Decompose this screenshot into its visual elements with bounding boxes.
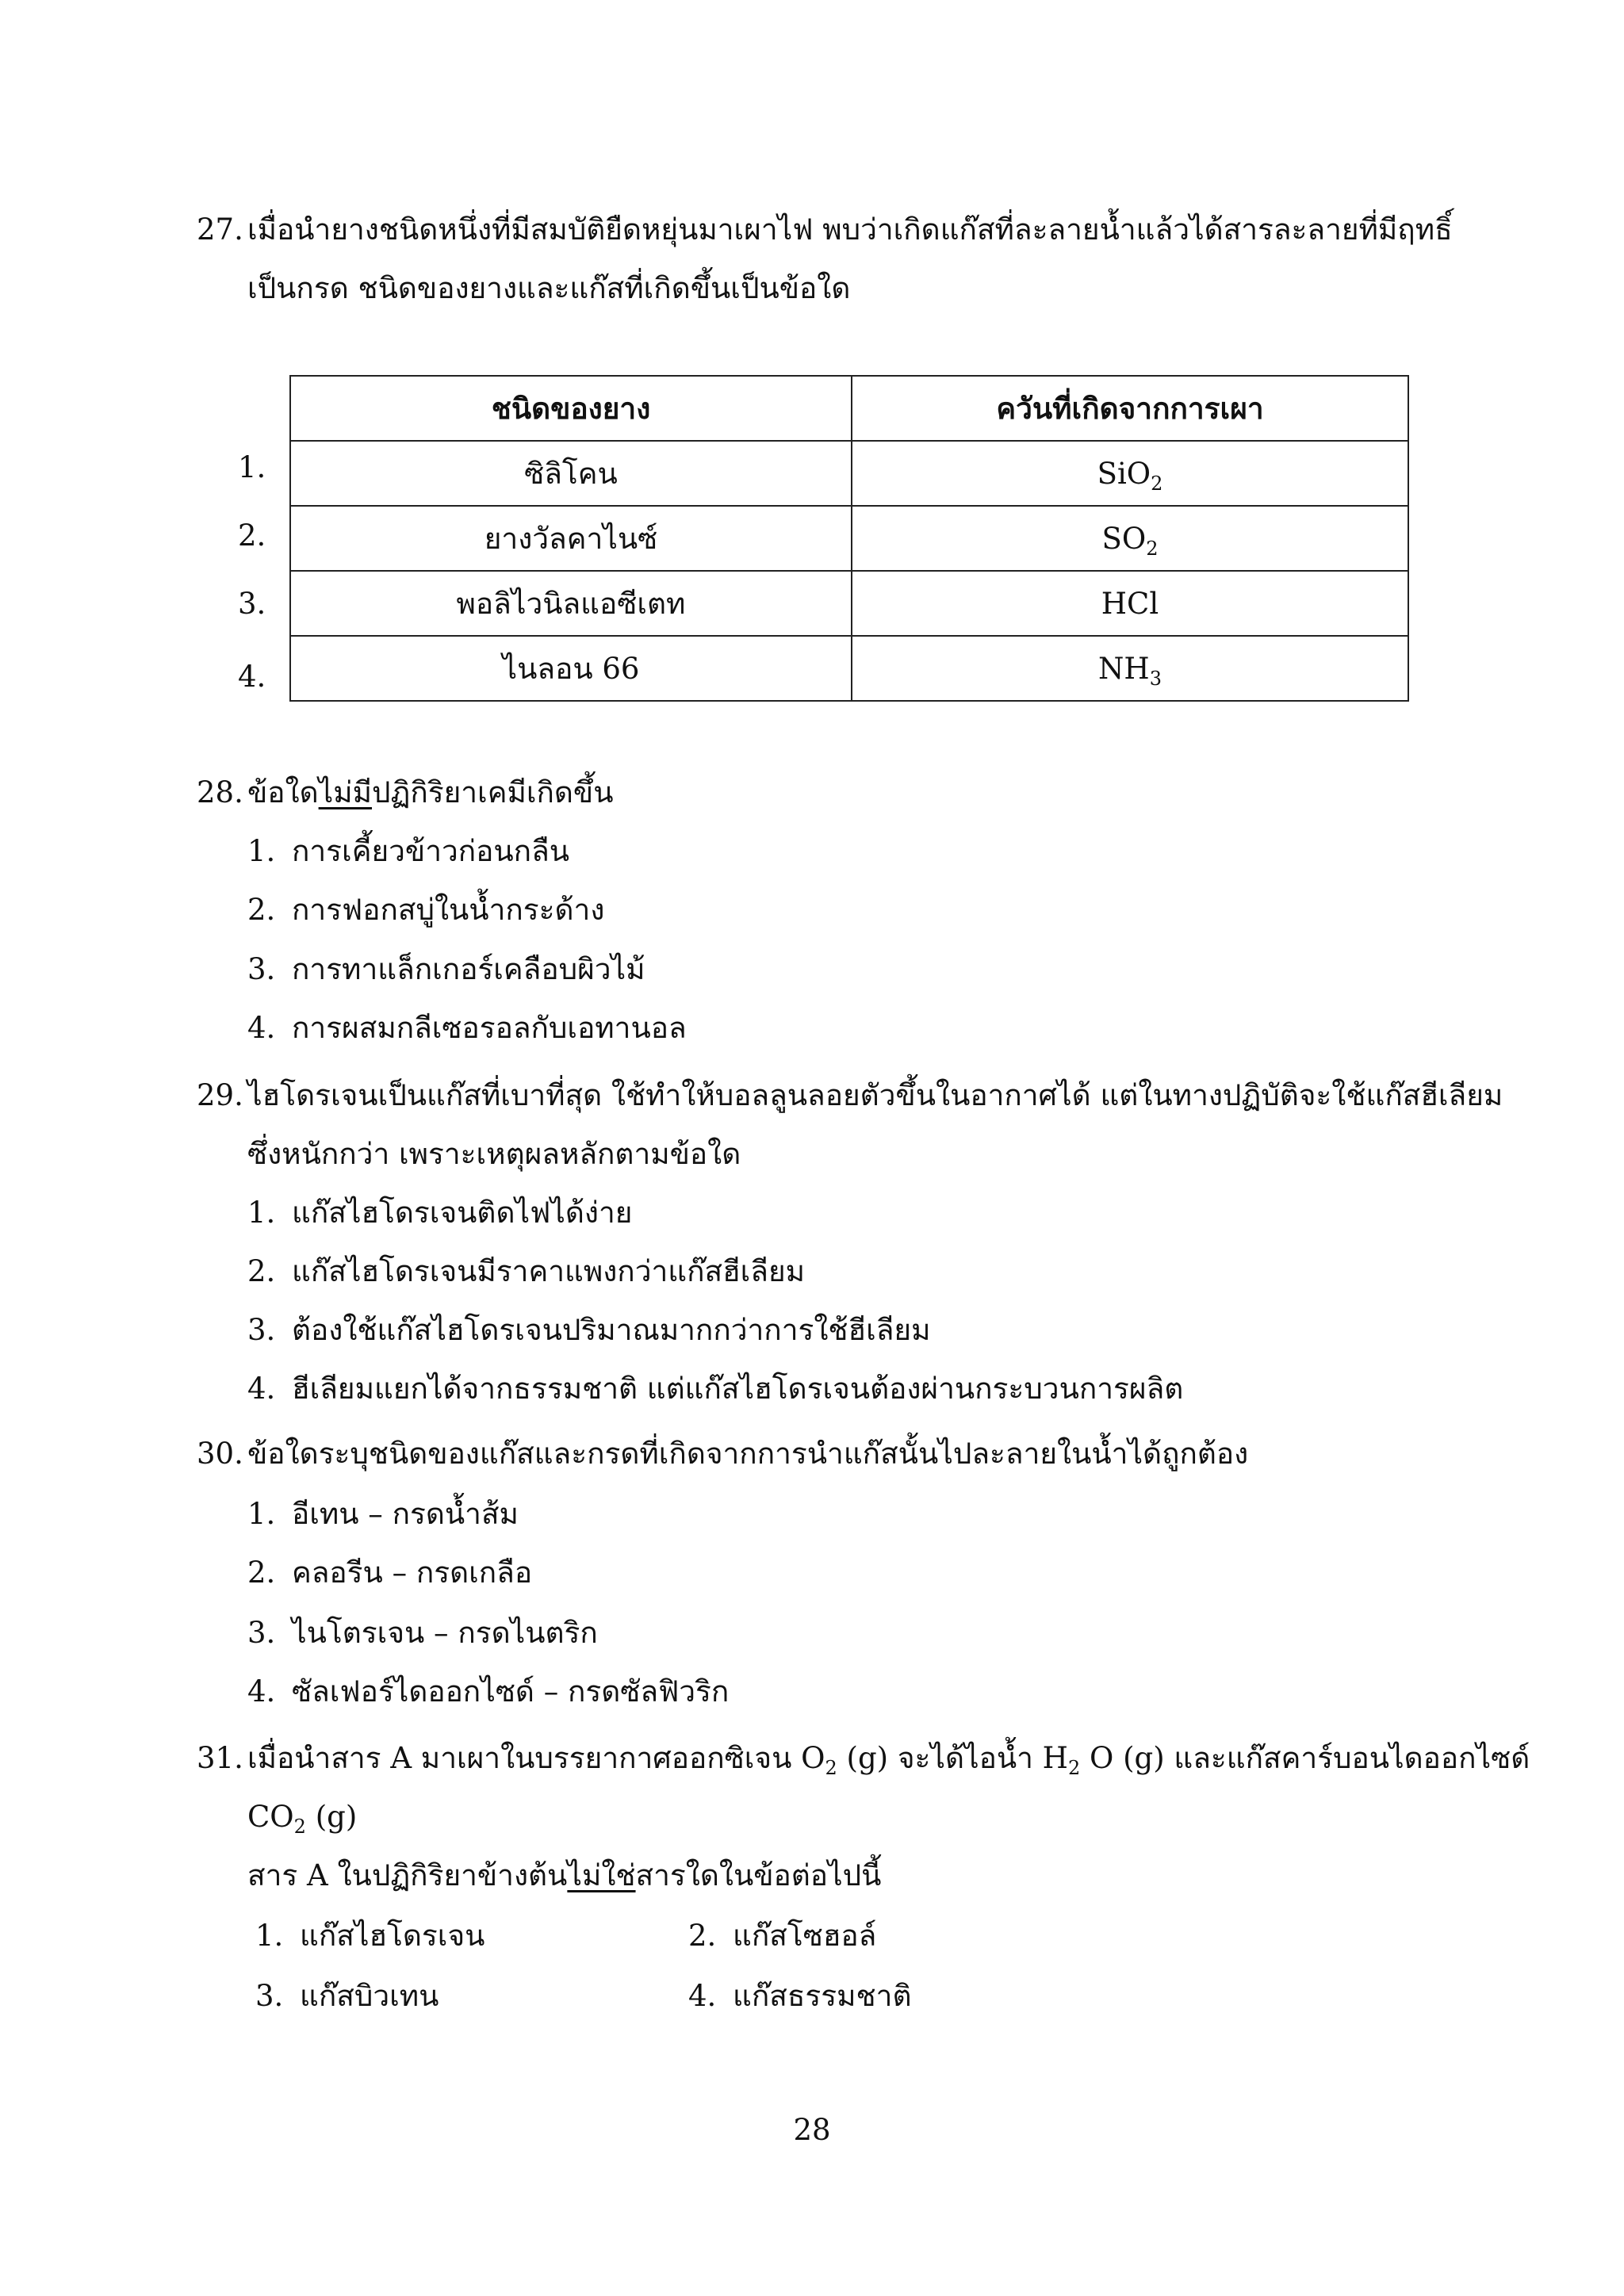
question-number: 27. bbox=[197, 212, 243, 247]
question-number: 29. bbox=[197, 1078, 243, 1112]
answer-option: 2. การฟอกสบู่ในน้ำกระด้าง bbox=[247, 893, 605, 927]
table-row bbox=[290, 441, 1408, 506]
answer-option: 1. แก๊สไฮโดรเจนติดไฟได้ง่าย bbox=[247, 1196, 633, 1230]
table-cell: พอลิไวนิลแอซีเตท bbox=[290, 571, 852, 636]
table-cell: $SO_2$ bbox=[852, 506, 1408, 571]
answer-option: 2. แก๊สไฮโดรเจนมีราคาแพงกว่าแก๊สฮีเลียม bbox=[247, 1254, 806, 1288]
table-cell: SiO$_2$ bbox=[852, 441, 1408, 506]
row-number: 2. bbox=[238, 519, 266, 553]
question-text-line: ข้อใดระบุชนิดของแก๊สและกรดที่เกิดจากการนำแก๊สนั้นไปละลายในน้ำได้ถูกต้อง bbox=[247, 1437, 1249, 1471]
answer-option: 4. ซัลเฟอร์ไดออกไซด์ – กรดซัลฟิวริก bbox=[247, 1674, 730, 1709]
answer-option: 3. ไนโตรเจน – กรดไนตริก bbox=[247, 1616, 598, 1650]
answer-option: 2. แก๊สโซฮอล์ bbox=[688, 1919, 877, 1953]
row-number: 4. bbox=[238, 660, 266, 694]
table-cell: HCl bbox=[852, 571, 1408, 636]
question-text-line: ซึ่งหนักกว่า เพราะเหตุผลหลักตามข้อใด bbox=[247, 1137, 741, 1171]
question-text-line: เมื่อนำสาร A มาเผาในบรรยากาศออกซิเจน $O_2$ (g) จะได้ไอน้ำ $H_2$ O (g) และแก๊สคาร์บอนไดออกไซด์ bbox=[247, 1741, 1530, 1779]
table-row bbox=[290, 571, 1408, 636]
answer-option: 1. อีเทน – กรดน้ำส้ม bbox=[247, 1497, 519, 1531]
table-cell: ไนลอน 66 bbox=[290, 636, 852, 701]
answer-option: 4. แก๊สธรรมชาติ bbox=[688, 1979, 912, 2013]
question-text-line: เมื่อนำยางชนิดหนึ่งที่มีสมบัติยืดหยุ่นมาเผาไฟ พบว่าเกิดแก๊สที่ละลายน้ำแล้วได้สารละลายที่มีฤทธิ์ bbox=[247, 212, 1453, 247]
answer-option: 3. แก๊สบิวเทน bbox=[255, 1979, 439, 2013]
answer-option: 1. แก๊สไฮโดรเจน bbox=[255, 1919, 485, 1953]
page-number: 28 bbox=[793, 2113, 831, 2147]
rubber-gas-table bbox=[289, 375, 1409, 702]
question-number: 31. bbox=[197, 1741, 243, 1775]
row-number: 1. bbox=[238, 450, 266, 484]
table-header-row bbox=[290, 376, 1408, 441]
question-text-line: ไฮโดรเจนเป็นแก๊สที่เบาที่สุด ใช้ทำให้บอลลูนลอยตัวขึ้นในอากาศได้ แต่ในทางปฏิบัติจะใช้แก๊สฮีเลียม bbox=[247, 1078, 1503, 1112]
question-text-line: $CO_2$ (g) bbox=[247, 1800, 358, 1838]
question-number: 30. bbox=[197, 1437, 243, 1471]
table-cell: ซิลิโคน bbox=[290, 441, 852, 506]
answer-option: 4. ฮีเลียมแยกได้จากธรรมชาติ แต่แก๊สไฮโดรเจนต้องผ่านกระบวนการผลิต bbox=[247, 1372, 1184, 1406]
table-header: ควันที่เกิดจากการเผา bbox=[852, 376, 1408, 441]
answer-option: 2. คลอรีน – กรดเกลือ bbox=[247, 1556, 533, 1590]
answer-option: 3. การทาแล็กเกอร์เคลือบผิวไม้ bbox=[247, 952, 645, 986]
question-text-line: สาร A ในปฏิกิริยาข้างต้นไม่ใช่สารใดในข้อต่อไปนี้ bbox=[247, 1858, 882, 1892]
table-header: ชนิดของยาง bbox=[290, 376, 852, 441]
table-row bbox=[290, 636, 1408, 701]
question-text-line: ข้อใดไม่มีปฏิกิริยาเคมีเกิดขึ้น bbox=[247, 775, 614, 809]
table-row bbox=[290, 506, 1408, 571]
question-number: 28. bbox=[197, 775, 243, 809]
table-cell: $NH_3$ bbox=[852, 636, 1408, 701]
table-cell: ยางวัลคาไนซ์ bbox=[290, 506, 852, 571]
answer-option: 3. ต้องใช้แก๊สไฮโดรเจนปริมาณมากกว่าการใช้ฮีเลียม bbox=[247, 1313, 931, 1347]
answer-option: 1. การเคี้ยวข้าวก่อนกลืน bbox=[247, 834, 570, 868]
question-text-line: เป็นกรด ชนิดของยางและแก๊สที่เกิดขึ้นเป็นข้อใด bbox=[247, 271, 851, 305]
row-number: 3. bbox=[238, 587, 266, 621]
answer-option: 4. การผสมกลีเซอรอลกับเอทานอล bbox=[247, 1011, 687, 1045]
